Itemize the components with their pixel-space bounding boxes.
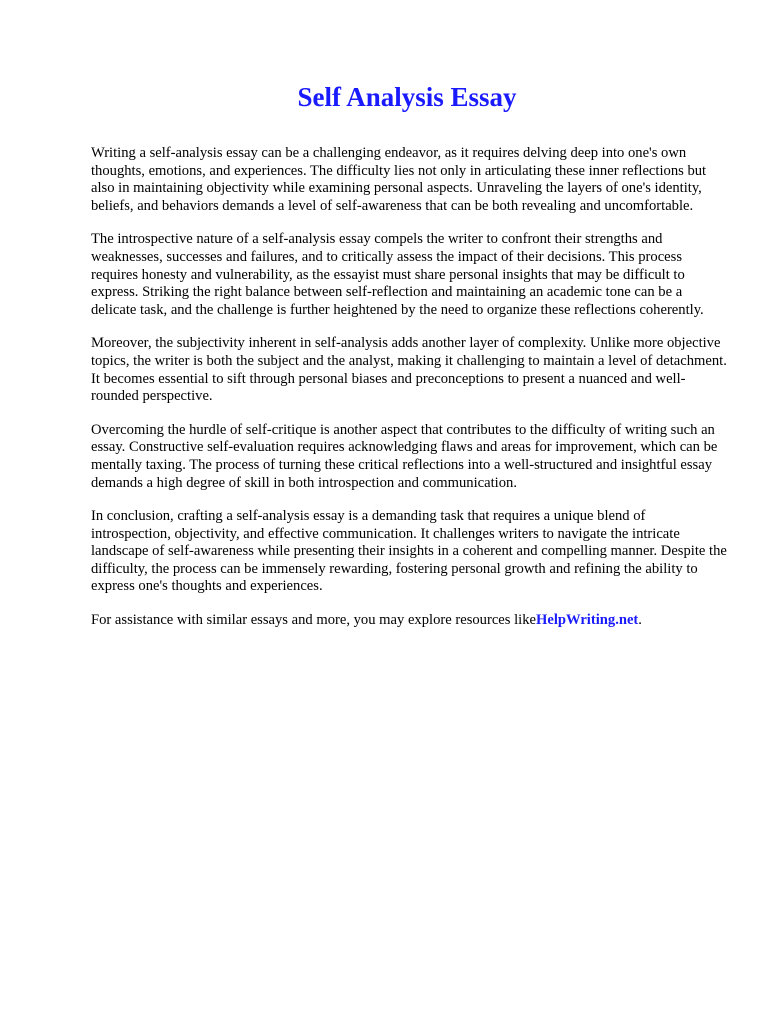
paragraph-5: In conclusion, crafting a self-analysis essay is a demanding task that requires a unique blend of introspection, objectivity, and effective communication. It challenges writers to navigate the intricate landscape of self-awareness while presenting their insights in a coherent and compelling manner. Despite the difficulty, the process can be immensely rewarding, fostering personal growth and refining the ability to express one's thoughts and experiences. (91, 508, 727, 595)
paragraph-3: Moreover, the subjectivity inherent in self-analysis adds another layer of complexity. Unlike more objective topics, the writer is both the subject and the analyst, making it challenging to maintain a level of detachment. It becomes essential to sift through personal biases and preconceptions to present a nuanced and well-rounded perspective. (91, 335, 727, 405)
paragraph-2: The introspective nature of a self-analysis essay compels the writer to confront their strengths and weaknesses, successes and failures, and to critically assess the impact of their decisions. This process requires honesty and vulnerability, as the essayist must share personal insights that may be difficult to express. Striking the right balance between self-reflection and maintaining an academic tone can be a delicate task, and the challenge is further heightened by the need to organize these reflections coherently. (91, 231, 704, 318)
paragraph-1: Writing a self-analysis essay can be a challenging endeavor, as it requires delving deep into one's own thoughts, emotions, and experiences. The difficulty lies not only in articulating these inner reflections but also in maintaining objectivity while examining personal aspects. Unraveling the layers of one's identity, beliefs, and behaviors demands a level of self-awareness that can be both revealing and uncomfortable. (91, 145, 707, 214)
paragraph-4: Overcoming the hurdle of self-critique is another aspect that contributes to the difficulty of writing such an essay. Constructive self-evaluation requires acknowledging flaws and areas for improvement, which can be mentally taxing. The process of turning these critical reflections into a well-structured and insightful essay demands a high degree of skill in both introspection and communication. (91, 421, 718, 491)
helpwriting-link[interactable]: HelpWriting.net (536, 612, 639, 629)
document-title: Self Analysis Essay (297, 82, 517, 112)
closing-text: For assistance with similar essays and more, you may explore resources like (91, 612, 536, 629)
closing-paragraph (91, 612, 727, 630)
closing-period: . (638, 612, 642, 629)
document-body (91, 145, 727, 646)
